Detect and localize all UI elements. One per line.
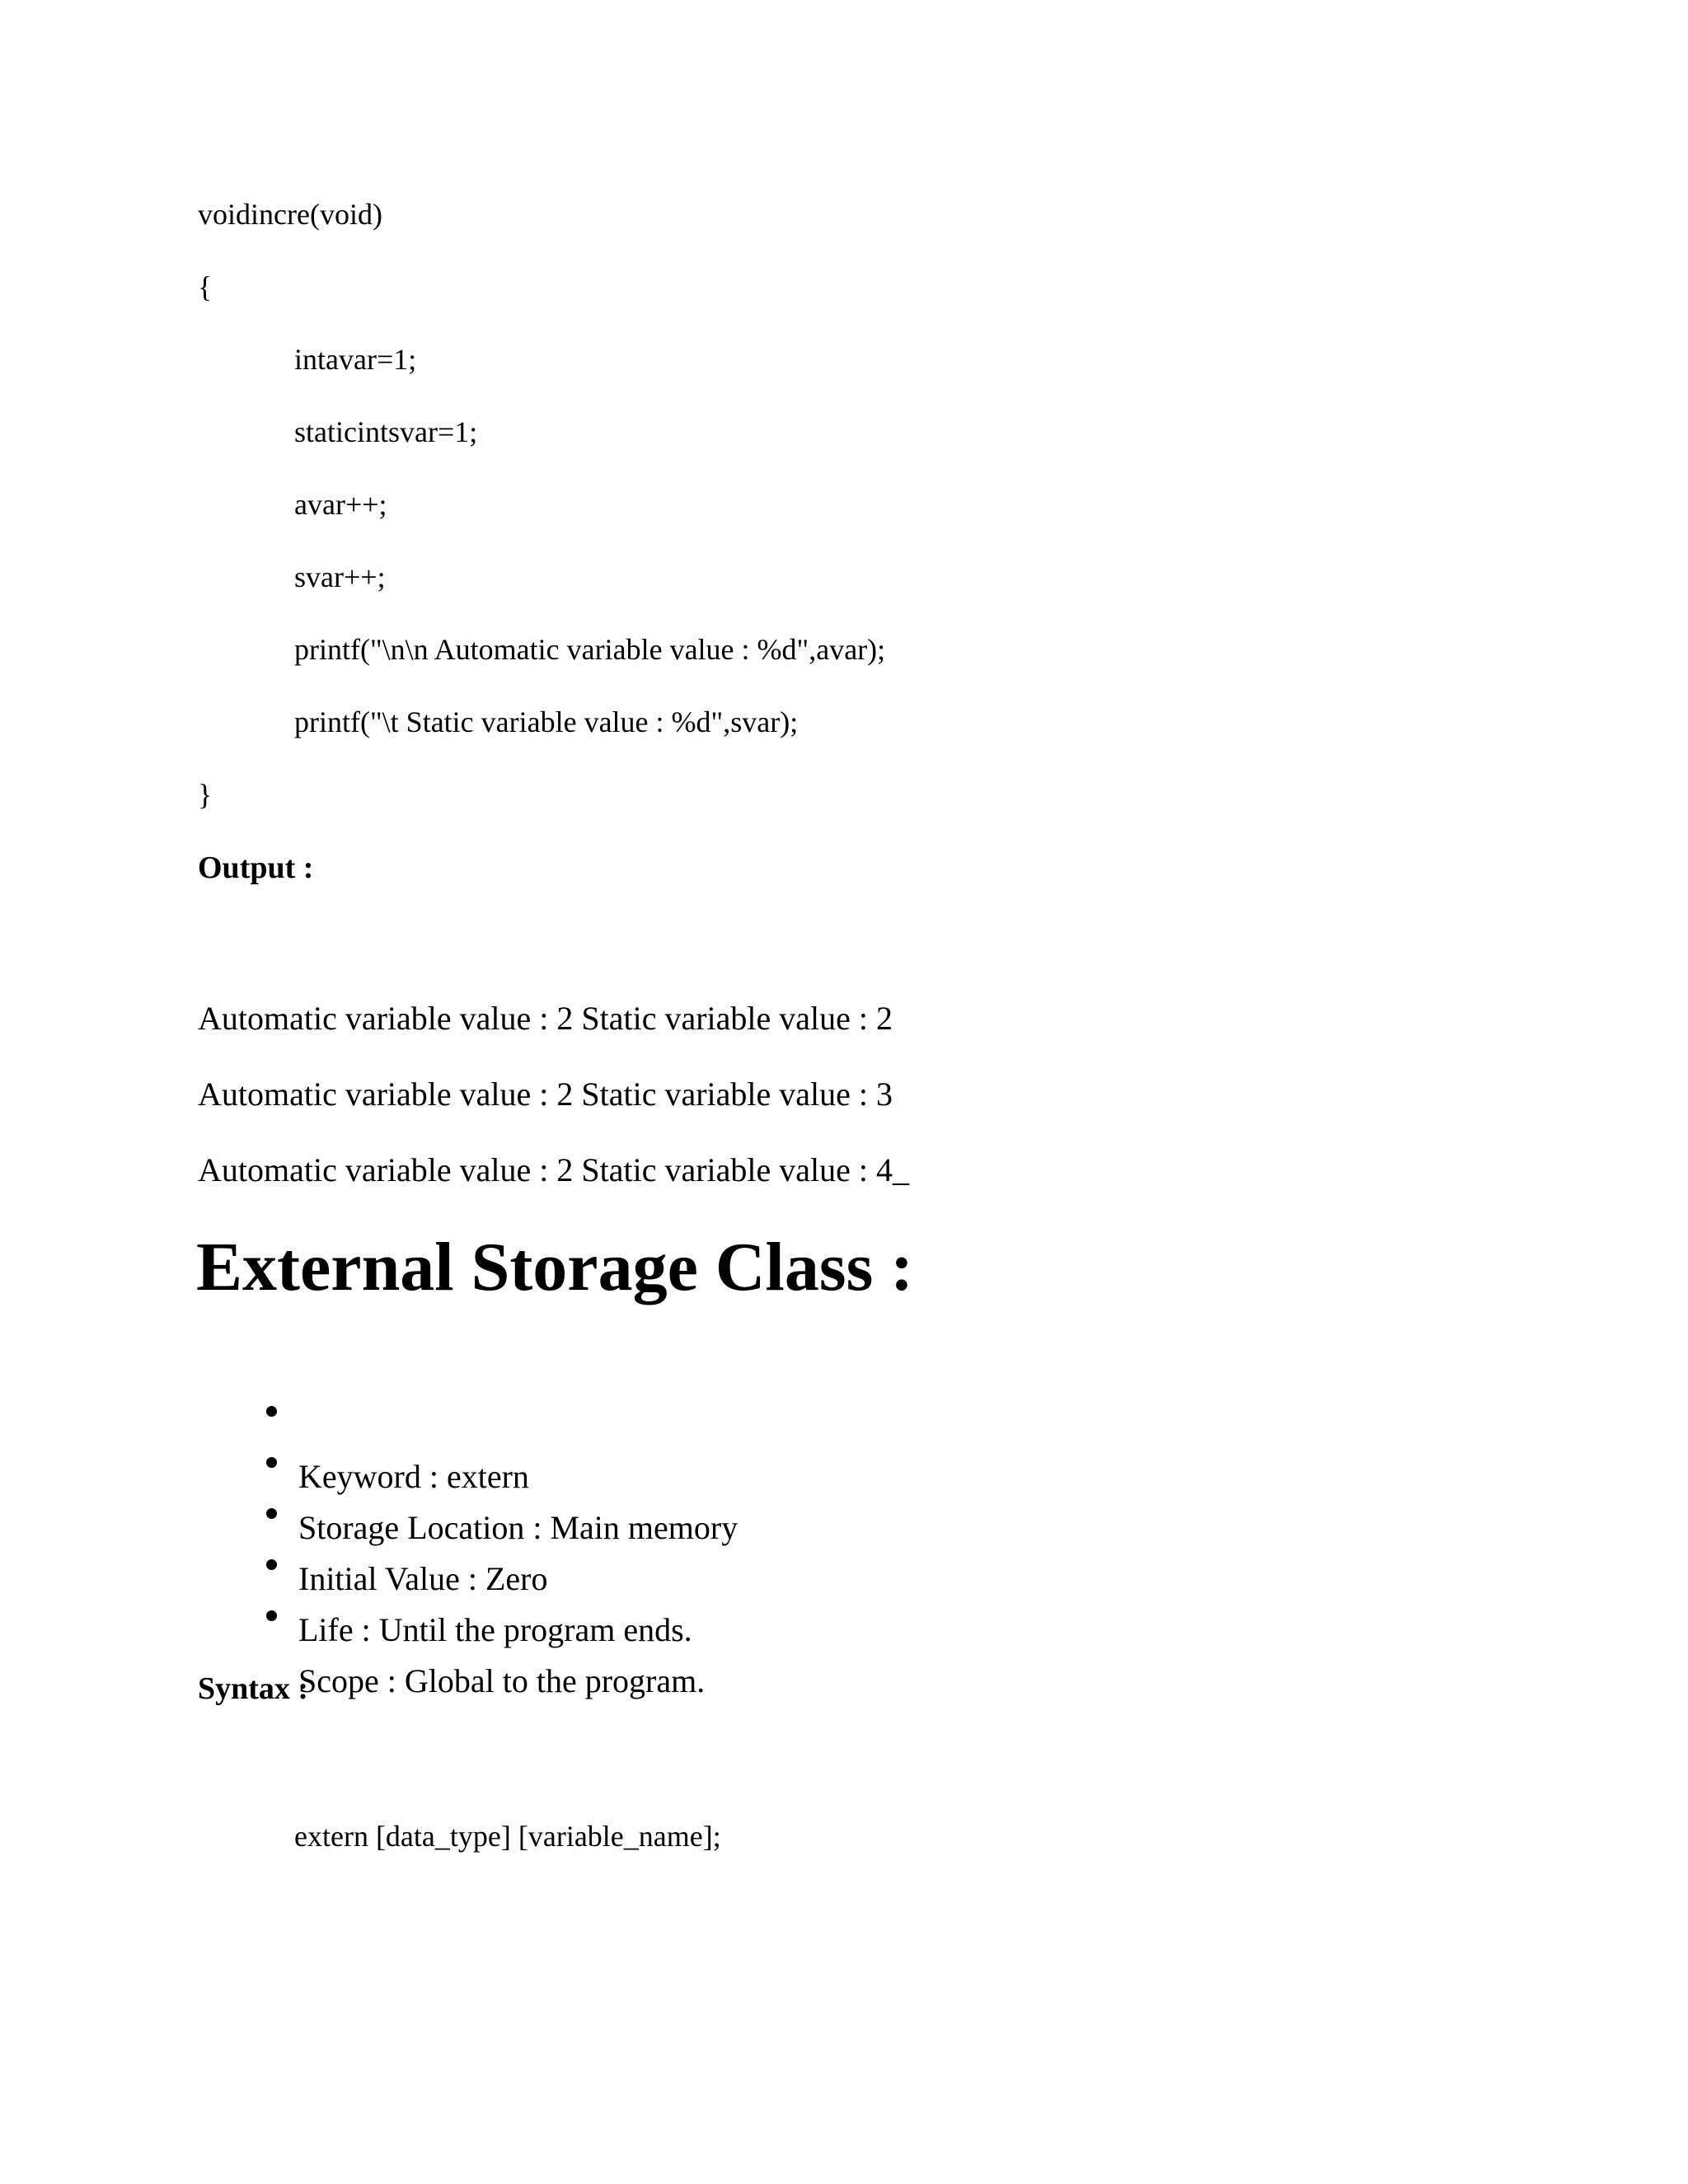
- bullet-icon: [266, 1610, 277, 1621]
- code-function-signature: voidincre(void): [198, 198, 382, 231]
- bullet-icon: [266, 1559, 277, 1570]
- output-label: Output :: [198, 851, 314, 885]
- syntax-label: Syntax :: [198, 1671, 309, 1706]
- code-line: svar++;: [294, 560, 386, 593]
- list-item-text: Keyword : extern: [298, 1458, 529, 1495]
- output-line: Automatic variable value : 2 Static variable value : 2: [198, 1000, 893, 1037]
- code-open-brace: {: [198, 270, 213, 303]
- syntax-code-line: extern [data_type] [variable_name];: [294, 1820, 721, 1853]
- list-item-text: Scope : Global to the program.: [298, 1662, 706, 1699]
- section-heading: External Storage Class :: [196, 1229, 914, 1305]
- code-line: avar++;: [294, 488, 387, 521]
- bullet-icon: [266, 1406, 277, 1417]
- bullet-icon: [266, 1508, 277, 1519]
- output-line: Automatic variable value : 2 Static variable value : 3: [198, 1076, 893, 1113]
- code-close-brace: }: [198, 778, 213, 811]
- output-line: Automatic variable value : 2 Static variable value : 4_: [198, 1151, 910, 1188]
- list-item-text: Life : Until the program ends.: [298, 1611, 692, 1648]
- list-item-text: Initial Value : Zero: [298, 1560, 548, 1597]
- code-line: intavar=1;: [294, 343, 417, 376]
- bullet-icon: [266, 1457, 277, 1468]
- code-line: printf("\t Static variable value : %d",svar);: [294, 705, 799, 738]
- code-line: staticintsvar=1;: [294, 415, 478, 448]
- list-item-text: Storage Location : Main memory: [298, 1509, 738, 1546]
- code-line: printf("\n\n Automatic variable value : %d",avar);: [294, 633, 886, 666]
